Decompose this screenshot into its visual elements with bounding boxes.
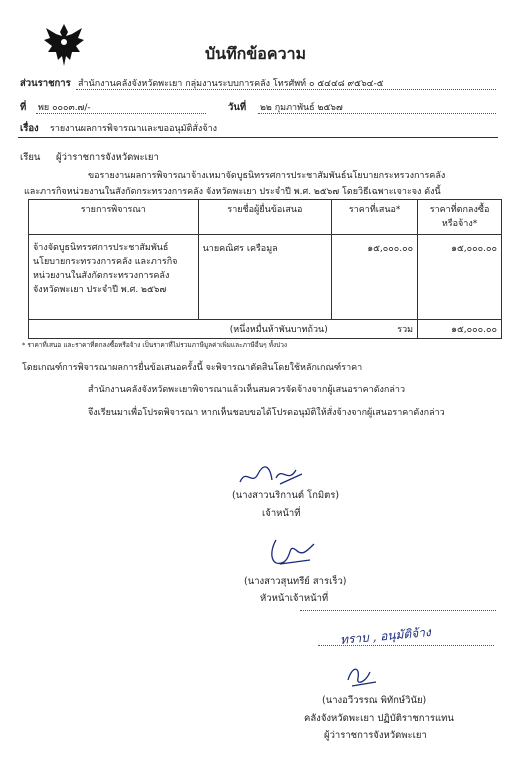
table-header-row bbox=[29, 200, 502, 235]
agency-value: สำนักงานคลังจังหวัดพะเยา กลุ่มงานระบบการคลัง โทรศัพท์ ๐ ๕๔๔๘ ๙๕๖๔-๕ bbox=[78, 79, 384, 89]
table-header-agreed: ราคาที่ตกลงซื้อหรือจ้าง* bbox=[418, 200, 502, 235]
table-cell-item: จ้างจัดบูธนิทรรศการประชาสัมพันธ์ นโยบายกระทรวงการคลัง และภารกิจ หน่วยงานในสังกัดกระทรวงการคลัง จังหวัดพะเยา ประจำปี พ.ศ. ๒๕๖๗ bbox=[29, 235, 199, 320]
table-cell-vendor: นายคณิศร เครือมูล bbox=[198, 235, 332, 320]
page-title: บันทึกข้อความ bbox=[205, 44, 307, 63]
header-divider bbox=[18, 137, 498, 138]
agency-label: ส่วนราชการ bbox=[20, 78, 71, 89]
price-table bbox=[28, 199, 502, 339]
table-total-text: (หนึ่งหมื่นห้าพันบาทถ้วน) bbox=[29, 320, 332, 339]
director-title-2: ผู้ว่าราชการจังหวัดพะเยา bbox=[324, 730, 427, 741]
ref-label: ที่ bbox=[20, 102, 27, 113]
approval-handwriting: ทราบ , อนุมัติจ้าง bbox=[339, 625, 432, 647]
to-label: เรียน bbox=[20, 152, 41, 163]
garuda-emblem bbox=[42, 22, 86, 68]
head-signature bbox=[262, 534, 322, 572]
intro-line-1: ขอรายงานผลการพิจารณาจ้างเหมาจัดบูธนิทรรศการประชาสัมพันธ์นโยบายกระทรวงการคลัง bbox=[88, 171, 446, 181]
table-total-row bbox=[29, 320, 502, 339]
staff-title: เจ้าหน้าที่ bbox=[262, 508, 301, 519]
director-title-1: คลังจังหวัดพะเยา ปฏิบัติราชการแทน bbox=[304, 713, 454, 724]
table-header-offered: ราคาที่เสนอ* bbox=[332, 200, 418, 235]
approval-line bbox=[318, 645, 494, 646]
subject-value: รายงานผลการพิจารณาและขออนุมัติสั่งจ้าง bbox=[50, 124, 218, 134]
date-value: ๒๒ กุมภาพันธ์ ๒๕๖๗ bbox=[260, 103, 343, 113]
table-header-item: รายการพิจารณา bbox=[29, 200, 199, 235]
table-header-vendor: รายชื่อผู้ยื่นข้อเสนอ bbox=[198, 200, 332, 235]
director-name: (นางอวีวรรณ พิทักษ์วินัย) bbox=[322, 695, 427, 706]
table-cell-agreed: ๑๕,๐๐๐.๐๐ bbox=[418, 235, 502, 320]
head-name: (นางสาวสุนทรีย์ สารเร็ว) bbox=[244, 576, 347, 587]
staff-signature bbox=[236, 460, 306, 490]
body-para-2: สำนักงานคลังจังหวัดพะเยาพิจารณาแล้วเห็นสมควรจัดจ้างจากผู้เสนอราคาดังกล่าว bbox=[88, 385, 405, 395]
table-total-value: ๑๕,๐๐๐.๐๐ bbox=[418, 320, 502, 339]
approval-divider bbox=[300, 610, 496, 611]
table-cell-offered: ๑๕,๐๐๐.๐๐ bbox=[332, 235, 418, 320]
table-row bbox=[29, 235, 502, 320]
ref-value: พย ๐๐๐๓.๗/- bbox=[38, 103, 91, 113]
head-title: หัวหน้าเจ้าหน้าที่ bbox=[260, 593, 329, 604]
footnote: * ราคาที่เสนอ และราคาที่ตกลงซื้อหรือจ้าง เป็นราคาที่ไม่รวมภาษีมูลค่าเพิ่มและภาษีอื่นๆ ทั้งปวง bbox=[22, 341, 288, 349]
date-label: วันที่ bbox=[228, 102, 247, 113]
to-value: ผู้ว่าราชการจังหวัดพะเยา bbox=[56, 152, 159, 163]
subject-label: เรื่อง bbox=[20, 123, 39, 134]
table-total-label: รวม bbox=[332, 320, 418, 339]
staff-name: (นางสาวนริกานต์ โกมิตร) bbox=[232, 490, 340, 501]
intro-line-2: และภารกิจหน่วยงานในสังกัดกระทรวงการคลัง จังหวัดพะเยา ประจำปี พ.ศ. ๒๕๖๗ โดยวิธีเฉพาะเจาะจง ดังนี้ bbox=[24, 187, 441, 197]
body-para-3: จึงเรียนมาเพื่อโปรดพิจารณา หากเห็นชอบขอได้โปรดอนุมัติให้สั่งจ้างจากผู้เสนอราคาดังกล่าว bbox=[88, 408, 445, 418]
director-signature bbox=[342, 660, 382, 690]
body-para-1: โดยเกณฑ์การพิจารณาผลการยื่นข้อเสนอครั้งนี้ จะพิจารณาตัดสินโดยใช้หลักเกณฑ์ราคา bbox=[22, 363, 363, 373]
